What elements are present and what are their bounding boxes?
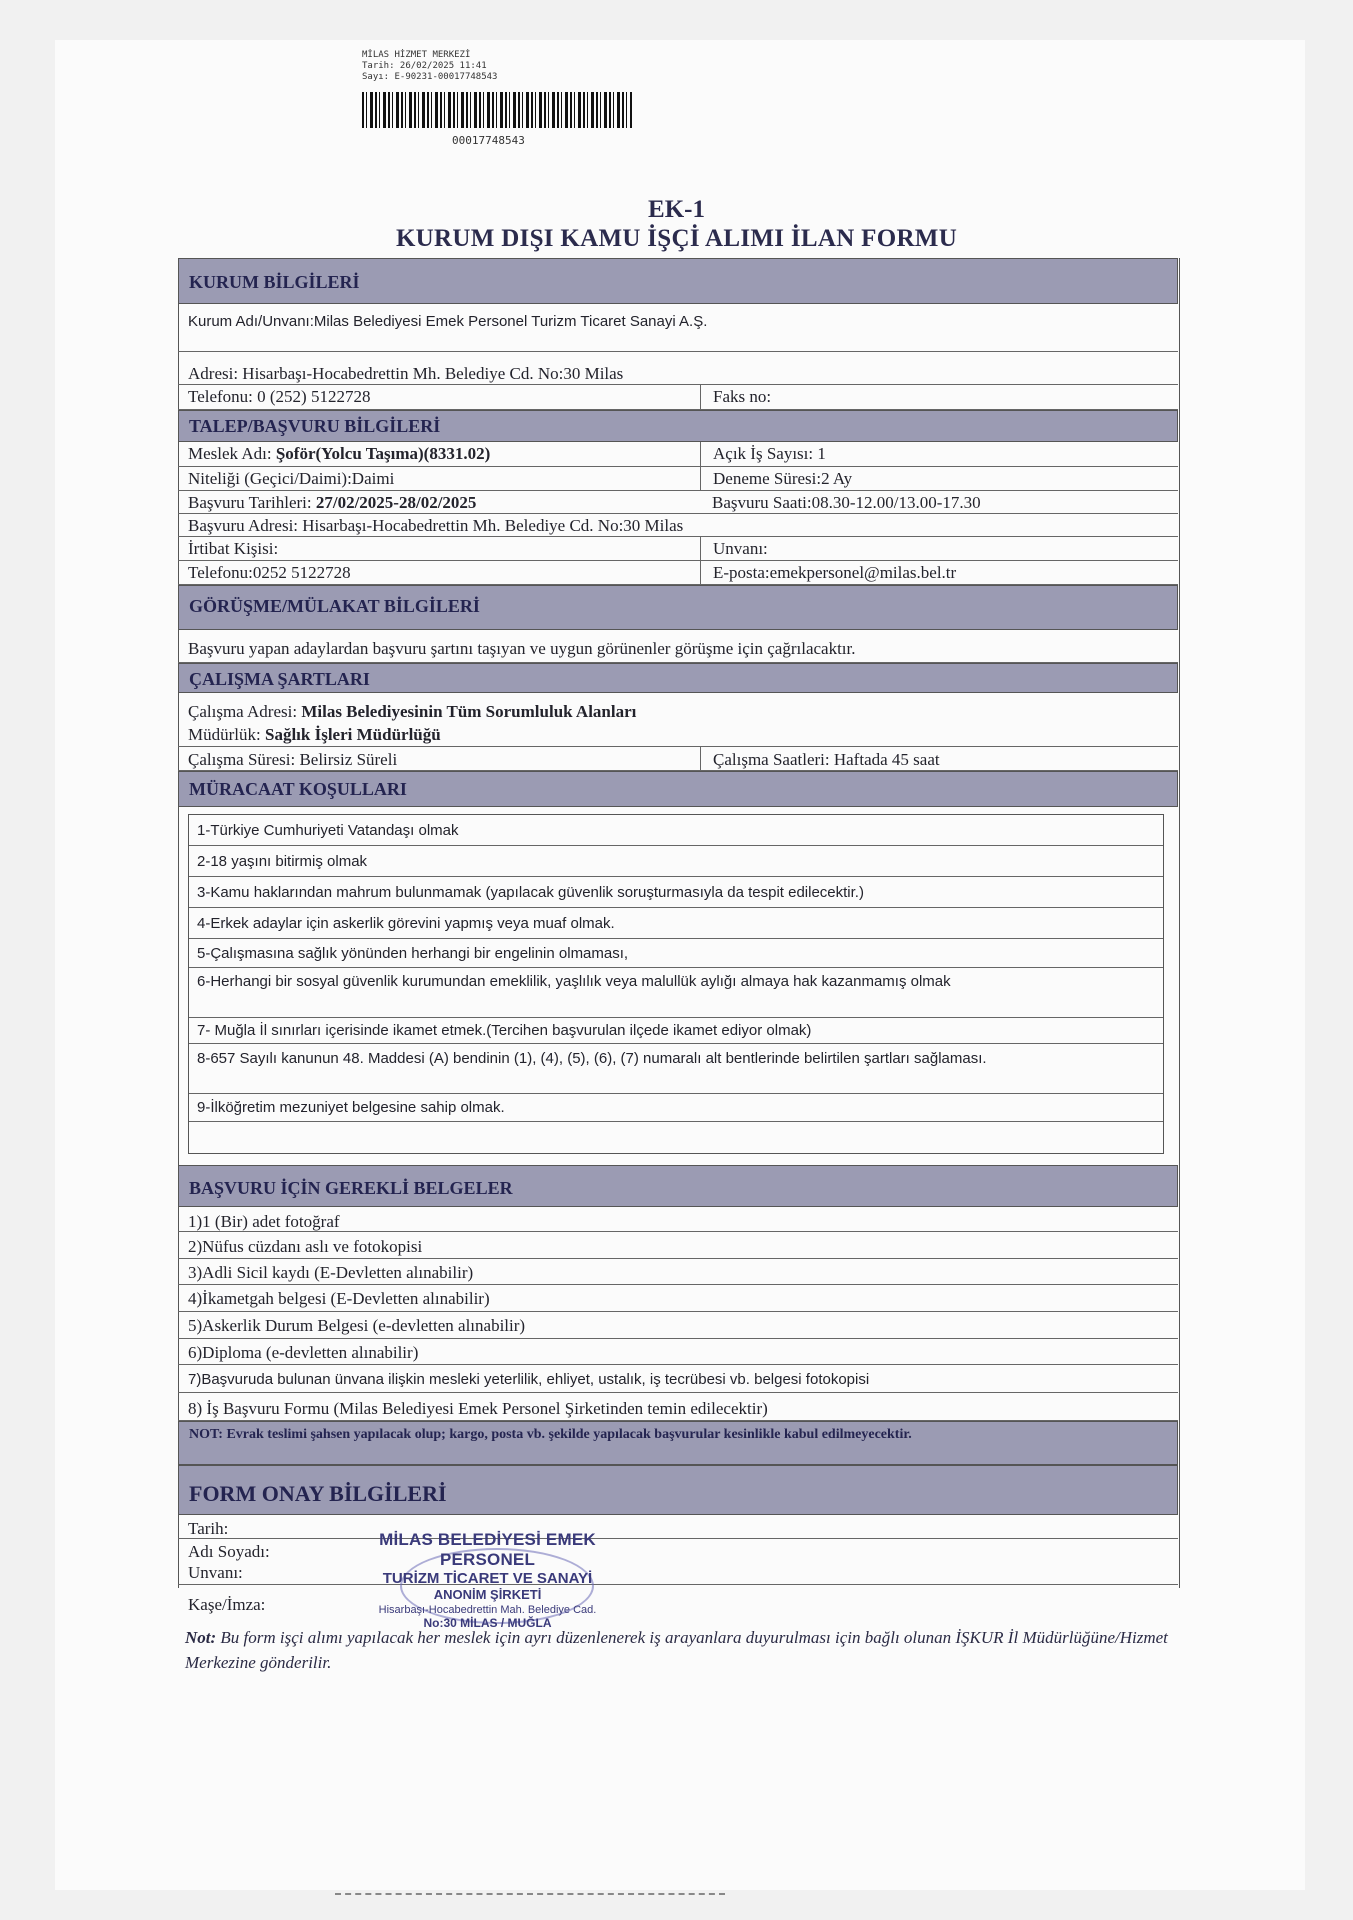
- annex-label: EK-1: [648, 196, 705, 223]
- section-onay: FORM ONAY BİLGİLERİ: [178, 1465, 1178, 1515]
- nature: Niteliği (Geçici/Daimi):Daimi: [188, 469, 395, 488]
- trial-period: Deneme Süresi:2 Ay: [700, 467, 852, 490]
- application-address: Başvuru Adresi: Hisarbaşı-Hocabedrettin Mh. Belediye Cd. No:30 Milas: [178, 514, 1178, 537]
- document-item: 8) İş Başvuru Formu (Milas Belediyesi Emek Personel Şirketinden temin edilecektir): [178, 1393, 1178, 1421]
- seal-line-3: ANONİM ŞİRKETİ: [433, 1587, 542, 1602]
- work-hours: Çalışma Saatleri: Haftada 45 saat: [700, 747, 940, 770]
- barcode-number: 00017748543: [452, 134, 525, 147]
- document-item: 7)Başvuruda bulunan ünvana ilişkin mesleki yeterlilik, ehliyet, ustalık, iş tecrübesi vb. belgesi fotokopisi: [178, 1365, 1178, 1393]
- section-kurum: KURUM BİLGİLERİ: [178, 258, 1178, 304]
- footer-note-text: Bu form işçi alımı yapılacak her meslek için ayrı düzenlenerek iş arayanlara duyurulması için bağlı olunan İŞKUR İl Müdürlüğüne/Hizmet Merkezine gönderilir.: [185, 1628, 1168, 1672]
- approval-title: Unvanı:: [178, 1561, 1178, 1585]
- condition-item: 5-Çalışmasına sağlık yönünden herhangi bir engelinin olmaması,: [189, 939, 1163, 968]
- company-seal: [345, 1530, 630, 1630]
- document-item: 6)Diploma (e-devletten alınabilir): [178, 1339, 1178, 1365]
- form-title: KURUM DIŞI KAMU İŞÇİ ALIMI İLAN FORMU: [395, 225, 958, 252]
- kurum-address: Adresi: Hisarbaşı-Hocabedrettin Mh. Belediye Cd. No:30 Milas: [178, 352, 1178, 385]
- section-calisma: ÇALIŞMA ŞARTLARI: [178, 663, 1178, 693]
- department-value: Sağlık İşleri Müdürlüğü: [264, 725, 441, 744]
- dates-value: 27/02/2025-28/02/2025: [315, 493, 477, 512]
- seal-line-2: TURİZM TİCARET VE SANAYİ: [382, 1570, 593, 1587]
- dates-label: Başvuru Tarihleri:: [188, 493, 316, 512]
- seal-line-4: Hisarbaşı-Hocabedrettin Mah. Belediye Cad.: [378, 1604, 597, 1616]
- talep-row-5: [178, 537, 1178, 561]
- job-value: Şoför(Yolcu Taşıma)(8331.02): [275, 444, 491, 463]
- condition-item: 9-İlköğretim mezuniyet belgesine sahip olmak.: [189, 1094, 1163, 1122]
- section-talep: TALEP/BAŞVURU BİLGİLERİ: [178, 410, 1178, 442]
- application-hours: Başvuru Saati:08.30-12.00/13.00-17.30: [712, 493, 981, 512]
- condition-item: 8-657 Sayılı kanunun 48. Maddesi (A) bendinin (1), (4), (5), (6), (7) numaralı alt bentlerinde belirtilen şartları sağlaması.: [189, 1044, 1163, 1094]
- work-location: [178, 693, 1178, 747]
- condition-item: 1-Türkiye Cumhuriyeti Vatandaşı olmak: [189, 815, 1163, 846]
- open-positions: Açık İş Sayısı: 1: [700, 442, 826, 466]
- section-gorusme: GÖRÜŞME/MÜLAKAT BİLGİLERİ: [178, 585, 1178, 630]
- work-address-value: Milas Belediyesinin Tüm Sorumluluk Alanları: [301, 702, 637, 721]
- seal-line-1: MİLAS BELEDİYESİ EMEK PERSONEL: [379, 1530, 596, 1569]
- condition-item: 6-Herhangi bir sosyal güvenlik kurumundan emeklilik, yaşlılık veya malullük aylığı almaya hak kazanmamış olmak: [189, 968, 1163, 1018]
- talep-row-2: [178, 467, 1178, 491]
- document-item: 3)Adli Sicil kaydı (E-Devletten alınabilir): [178, 1259, 1178, 1285]
- condition-item: 4-Erkek adaylar için askerlik görevini yapmış veya muaf olmak.: [189, 908, 1163, 939]
- approval-date: Tarih:: [178, 1515, 1178, 1539]
- approval-stamp: Kaşe/İmza:: [188, 1595, 266, 1614]
- condition-item: 3-Kamu haklarından mahrum bulunmamak (yapılacak güvenlik soruşturmasıyla da tespit edilecektir.): [189, 877, 1163, 908]
- registry-date: Tarih: 26/02/2025 11:41: [362, 61, 487, 71]
- submission-note: NOT: Evrak teslimi şahsen yapılacak olup; kargo, posta vb. şekilde yapılacak başvurular kesinlikle kabul edilmeyecektir.: [178, 1421, 1178, 1465]
- contact-email: E-posta:emekpersonel@milas.bel.tr: [700, 561, 956, 584]
- kurum-phone-row: [178, 385, 1178, 410]
- footer-note-label: Not:: [185, 1628, 217, 1647]
- footer-note: [185, 1625, 1175, 1675]
- registry-office: MİLAS HİZMET MERKEZİ: [362, 50, 471, 60]
- contact-person: İrtibat Kişisi:: [188, 539, 279, 558]
- work-address-label: Çalışma Adresi:: [188, 702, 302, 721]
- conditions-list: [188, 814, 1164, 1154]
- approval-name: Adı Soyadı:: [188, 1542, 270, 1561]
- document-item: 1)1 (Bir) adet fotoğraf: [178, 1207, 1178, 1232]
- barcode: [362, 92, 632, 128]
- registry-number: Sayı: E-90231-00017748543: [362, 72, 498, 82]
- job-label: Meslek Adı:: [188, 444, 276, 463]
- condition-item: 7- Muğla İl sınırları içerisinde ikamet etmek.(Tercihen başvurulan ilçede ikamet ediyor olmak): [189, 1018, 1163, 1044]
- document-item: 2)Nüfus cüzdanı aslı ve fotokopisi: [178, 1232, 1178, 1259]
- contact-phone: Telefonu:0252 5122728: [188, 563, 351, 582]
- department-label: Müdürlük:: [188, 725, 265, 744]
- work-duration: Çalışma Süresi: Belirsiz Süreli: [188, 750, 398, 769]
- contact-title: Unvanı:: [700, 537, 768, 560]
- registry-stamp: [362, 50, 497, 83]
- section-belgeler: BAŞVURU İÇİN GEREKLİ BELGELER: [178, 1165, 1178, 1207]
- section-muracaat: MÜRACAAT KOŞULLARI: [178, 771, 1178, 807]
- talep-row-3: [178, 491, 1178, 514]
- talep-row-6: [178, 561, 1178, 585]
- gorusme-text: Başvuru yapan adaylardan başvuru şartını taşıyan ve uygun görünenler görüşme için çağrılacaktır.: [178, 630, 1178, 663]
- condition-item: 2-18 yaşını bitirmiş olmak: [189, 846, 1163, 877]
- kurum-fax: Faks no:: [700, 385, 771, 409]
- bottom-divider: [335, 1893, 725, 1895]
- document-item: 4)İkametgah belgesi (E-Devletten alınabilir): [178, 1285, 1178, 1312]
- seal-line-5: No:30 MİLAS / MUĞLA: [423, 1616, 552, 1630]
- document-item: 5)Askerlik Durum Belgesi (e-devletten alınabilir): [178, 1312, 1178, 1339]
- calisma-row: [178, 747, 1178, 771]
- kurum-phone: Telefonu: 0 (252) 5122728: [188, 387, 371, 406]
- kurum-name: Kurum Adı/Unvanı:Milas Belediyesi Emek Personel Turizm Ticaret Sanayi A.Ş.: [178, 304, 1178, 352]
- talep-row-1: [178, 442, 1178, 467]
